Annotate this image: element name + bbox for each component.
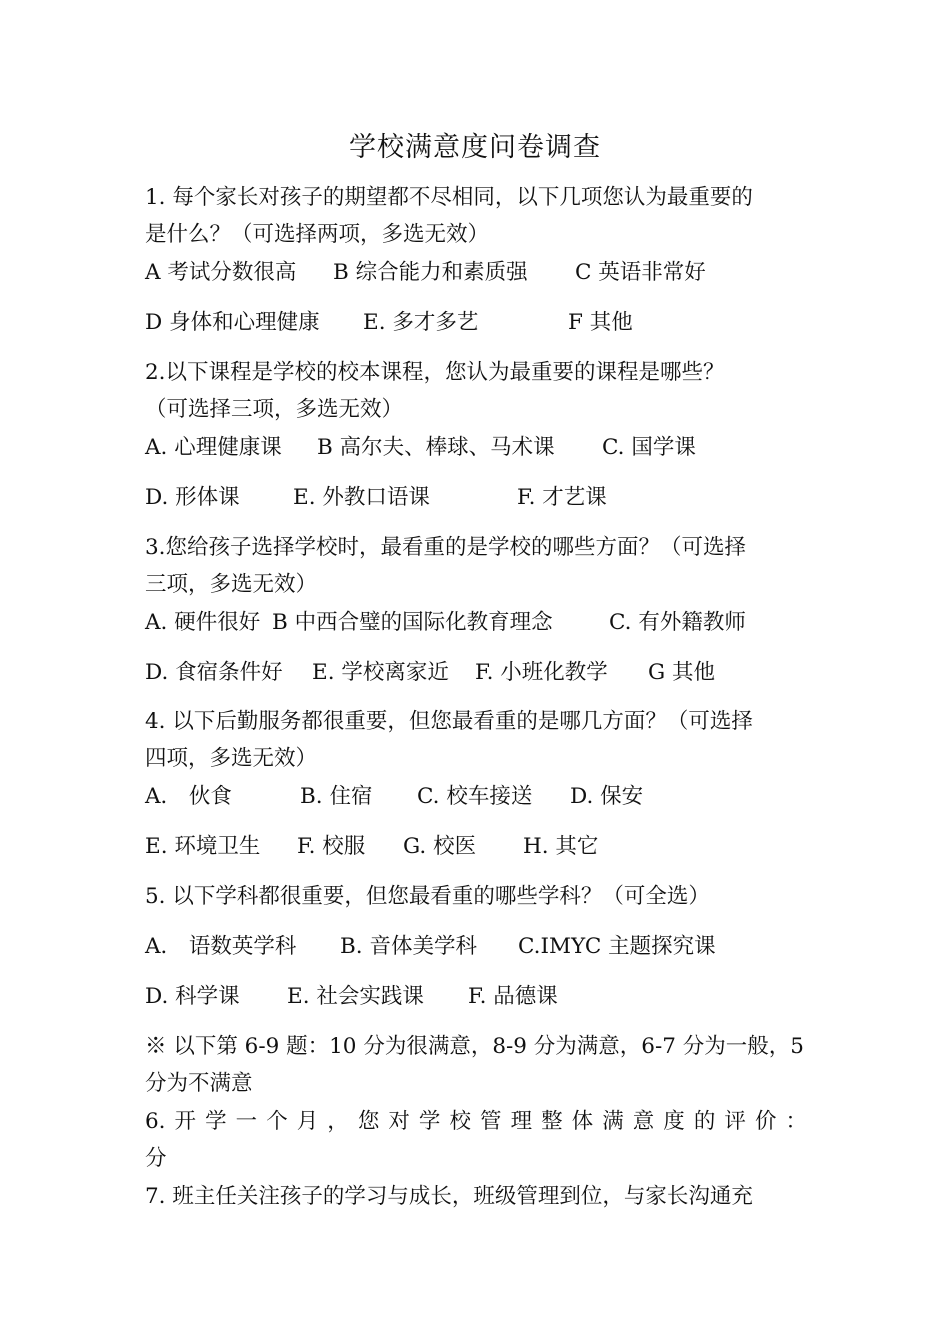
q6-char: 月 [296,1109,319,1134]
option-text: C. 校车接送 [417,784,533,809]
option-text: A． 伙食 [145,784,232,809]
option-text: A. 硬件很好 [145,610,261,635]
question-6-line-1 [145,1104,807,1140]
option-text: A. 心理健康课 [145,435,282,460]
option-text: B. 音体美学科 [340,934,477,959]
option-text: E. 环境卫生 [145,834,261,859]
option-text: B 中西合璧的国际化教育理念 [272,610,553,635]
option-text: E. 社会实践课 [287,984,424,1009]
question-4-line-2: 四项，多选无效） [145,746,318,771]
q6-char: 价 [754,1109,777,1134]
question-3-line-1: 3.您给孩子选择学校时，最看重的是学校的哪些方面？（可选择 [145,535,747,560]
rating-note-line-2: 分为不满意 [145,1071,253,1096]
option-text: F. 校服 [297,834,366,859]
q6-char: 体 [571,1109,594,1134]
question-7-line-1: 7. 班主任关注孩子的学习与成长，班级管理到位，与家长沟通充 [145,1184,753,1209]
option-text: C 英语非常好 [575,260,706,285]
option-text: D 身体和心理健康 [145,310,320,335]
option-text: E. 外教口语课 [293,485,430,510]
q6-char: 理 [510,1109,533,1134]
option-text: B 高尔夫、棒球、马术课 [317,435,555,460]
question-5-line-1: 5. 以下学科都很重要，但您最看重的哪些学科？（可全选） [145,884,710,909]
q6-char: 整 [541,1109,563,1134]
option-text: F. 小班化教学 [475,660,608,685]
option-text: E. 多才多艺 [363,310,479,335]
question-1-line-1: 1. 每个家长对孩子的期望都不尽相同，以下几项您认为最重要的 [145,185,753,210]
q6-char: 个 [266,1109,288,1134]
option-text: D. 科学课 [145,984,240,1009]
option-text: F. 才艺课 [517,485,607,510]
question-2-line-2: （可选择三项，多选无效） [145,397,404,422]
option-text: G 其他 [648,660,716,685]
question-4-line-1: 4. 以下后勤服务都很重要，但您最看重的是哪几方面？（可选择 [145,709,753,734]
page-title: 学校满意度问卷调查 [349,132,601,163]
q6-char: 学 [418,1109,441,1134]
option-text: B. 住宿 [300,784,373,809]
option-text: D. 保安 [570,784,644,809]
q6-char: ， [327,1109,349,1134]
option-text: B 综合能力和素质强 [333,260,528,285]
rating-note-line-1: ※ 以下第 6-9 题：10 分为很满意，8-9 分为满意，6-7 分为一般，5 [145,1034,804,1059]
q6-char: 6. [145,1109,166,1134]
q6-char: 您 [357,1109,380,1134]
q6-char: 意 [632,1109,655,1134]
q6-char: 管 [480,1109,502,1134]
option-text: G. 校医 [403,834,477,859]
question-2-line-1: 2.以下课程是学校的校本课程，您认为最重要的课程是哪些？ [145,360,725,385]
option-text: F. 品德课 [468,984,558,1009]
q6-char: 校 [449,1109,471,1134]
option-text: C. 有外籍教师 [609,610,746,635]
question-6-line-2: 分 [145,1146,167,1171]
q6-char: 对 [388,1109,410,1134]
q6-char: 度 [663,1109,685,1134]
q6-char: 评 [724,1109,746,1134]
q6-char: 一 [235,1109,258,1134]
q6-char: ： [785,1109,807,1134]
option-text: A． 语数英学科 [145,934,297,959]
option-text: F 其他 [568,310,633,335]
question-3-line-2: 三项，多选无效） [145,572,318,597]
q6-char: 满 [602,1109,624,1134]
option-text: H. 其它 [523,834,599,859]
q6-char: 的 [693,1109,716,1134]
option-text: D. 食宿条件好 [145,660,283,685]
question-1-line-2: 是什么？（可选择两项，多选无效） [145,222,490,247]
q6-char: 学 [205,1109,227,1134]
option-text: C.IMYC 主题探究课 [518,934,716,959]
q6-char: 开 [174,1109,197,1134]
option-text: E. 学校离家近 [312,660,449,685]
option-text: D. 形体课 [145,485,240,510]
option-text: C. 国学课 [602,435,696,460]
option-text: A 考试分数很高 [145,260,297,285]
